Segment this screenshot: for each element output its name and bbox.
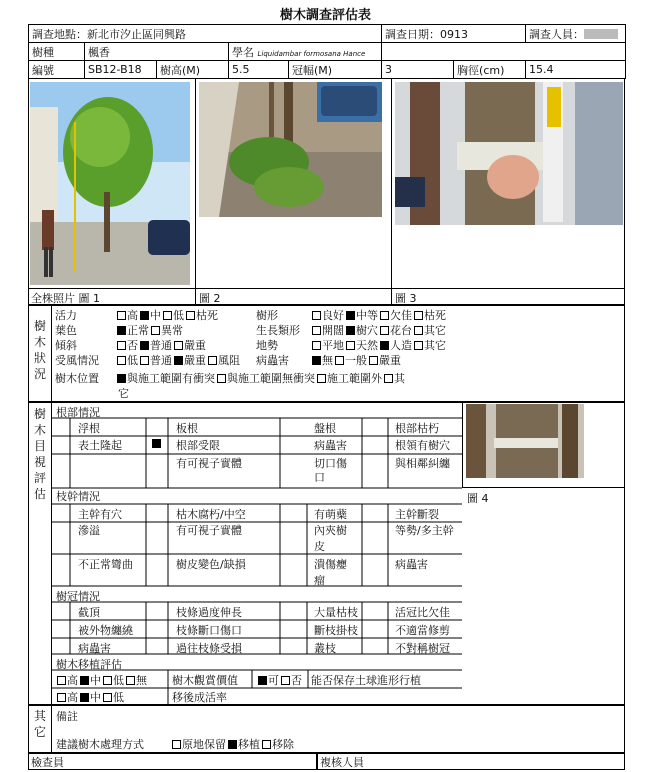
crown-cell: 截頂 bbox=[78, 606, 100, 619]
suggest-options[interactable] bbox=[170, 736, 294, 752]
root-cell: 根領有樹穴 bbox=[395, 439, 450, 452]
header-table bbox=[28, 24, 626, 79]
shape-option: 良好 bbox=[322, 309, 344, 322]
crown-cell: 枝條過度伸長 bbox=[176, 606, 242, 619]
env-option: 樹穴 bbox=[356, 324, 378, 337]
pest-checkbox[interactable] bbox=[312, 356, 321, 365]
wind-option: 普通 bbox=[150, 354, 172, 367]
vigor-label: 活力 bbox=[55, 309, 77, 322]
suggest-label: 建議樹木處理方式 bbox=[56, 738, 144, 751]
crown-cell: 叢枝 bbox=[314, 642, 336, 655]
shape-checkbox[interactable] bbox=[414, 311, 423, 320]
rate-checkbox[interactable] bbox=[103, 693, 112, 702]
pest-option: 嚴重 bbox=[379, 354, 401, 367]
vigor-option: 低 bbox=[173, 309, 184, 322]
soil-label: 能否保存土球進形行植 bbox=[311, 674, 421, 687]
photo-4-caption: 圖 4 bbox=[467, 492, 489, 505]
terrain-checkbox[interactable] bbox=[414, 341, 423, 350]
suggest-checkbox[interactable] bbox=[228, 740, 237, 749]
photo-1-caption: 全株照片 圖 1 bbox=[31, 292, 100, 305]
species: 楓香 bbox=[85, 43, 229, 61]
trunk-cell: 不正常彎曲 bbox=[78, 558, 133, 571]
view-checkbox[interactable] bbox=[281, 676, 290, 685]
height: 5.5 bbox=[229, 61, 289, 79]
photo-1 bbox=[30, 82, 190, 285]
species-label: 樹種 bbox=[29, 43, 85, 61]
wind-checkbox[interactable] bbox=[117, 356, 126, 365]
crown-cell: 不適當修剪 bbox=[395, 624, 450, 637]
other-heading: 其它 bbox=[33, 709, 46, 739]
move-checkbox[interactable] bbox=[57, 676, 66, 685]
trunk-cell: 枯木腐朽/中空 bbox=[176, 508, 246, 521]
vigor-option: 中 bbox=[150, 309, 161, 322]
dbh: 15.4 bbox=[526, 61, 626, 79]
terrain-options[interactable] bbox=[310, 337, 446, 353]
trunk-cell: 病蟲害 bbox=[395, 558, 428, 571]
trunk-cell: 有萌蘗 bbox=[314, 508, 347, 521]
id: SB12-B18 bbox=[85, 61, 157, 79]
trunk-title: 枝幹情況 bbox=[56, 490, 100, 503]
move-checkbox[interactable] bbox=[80, 676, 89, 685]
position-cont: 它 bbox=[118, 387, 129, 400]
terrain-option: 其它 bbox=[424, 339, 446, 352]
vigor-options[interactable] bbox=[115, 307, 218, 323]
inspector-label: 檢查員 bbox=[31, 756, 64, 769]
shape-option: 欠佳 bbox=[390, 309, 412, 322]
leaf-options[interactable] bbox=[115, 322, 183, 338]
shape-checkbox[interactable] bbox=[346, 311, 355, 320]
wind-option: 低 bbox=[127, 354, 138, 367]
terrain-label: 地勢 bbox=[256, 339, 278, 352]
id-label: 編號 bbox=[29, 61, 85, 79]
leaf-checkbox[interactable] bbox=[151, 326, 160, 335]
root-cell: 根部枯朽 bbox=[395, 422, 439, 435]
vigor-option: 高 bbox=[127, 309, 138, 322]
suggest-option: 移植 bbox=[238, 738, 260, 751]
wind-option: 風阻 bbox=[218, 354, 240, 367]
view-checkbox[interactable] bbox=[258, 676, 267, 685]
vigor-checkbox[interactable] bbox=[140, 311, 149, 320]
tilt-option: 否 bbox=[127, 339, 138, 352]
suggest-option: 原地保留 bbox=[182, 738, 226, 751]
env-option: 其它 bbox=[424, 324, 446, 337]
surface-root-checkbox[interactable] bbox=[152, 439, 161, 448]
suggest-checkbox[interactable] bbox=[262, 740, 271, 749]
wind-checkbox[interactable] bbox=[140, 356, 149, 365]
root-cell: 病蟲害 bbox=[314, 439, 347, 452]
move-option: 低 bbox=[113, 674, 124, 687]
suggest-option: 移除 bbox=[272, 738, 294, 751]
shape-checkbox[interactable] bbox=[312, 311, 321, 320]
crown-cell: 病蟲害 bbox=[78, 642, 111, 655]
crown-title: 樹冠情況 bbox=[56, 590, 100, 603]
env-checkbox[interactable] bbox=[380, 326, 389, 335]
root-cell: 表土隆起 bbox=[78, 439, 122, 452]
trunk-cell: 內夾樹 bbox=[314, 524, 347, 537]
pest-option: 一般 bbox=[345, 354, 367, 367]
crown-cell: 枝條斷口傷口 bbox=[176, 624, 242, 637]
photo-3-caption: 圖 3 bbox=[395, 292, 417, 305]
root-cell: 切口傷 bbox=[314, 457, 347, 470]
crown-cell: 過往枝條受損 bbox=[176, 642, 242, 655]
shape-option: 中等 bbox=[356, 309, 378, 322]
trunk-cell: 有可視子實體 bbox=[176, 524, 242, 537]
surveyor: 調查人員： bbox=[526, 25, 626, 43]
terrain-checkbox[interactable] bbox=[380, 341, 389, 350]
env-checkbox[interactable] bbox=[346, 326, 355, 335]
shape-option: 枯死 bbox=[424, 309, 446, 322]
root-cell: 口 bbox=[314, 471, 325, 484]
root-cell: 根部受限 bbox=[176, 439, 220, 452]
trunk-cell: 等勢/多主幹 bbox=[395, 524, 454, 537]
view-option: 可 bbox=[268, 674, 279, 687]
rate-option: 高 bbox=[67, 691, 78, 704]
rate-option: 低 bbox=[113, 691, 124, 704]
env-label: 生長類形 bbox=[256, 324, 300, 337]
leaf-checkbox[interactable] bbox=[117, 326, 126, 335]
crown-cell: 大量枯枝 bbox=[314, 606, 358, 619]
rate-checkbox[interactable] bbox=[57, 693, 66, 702]
tilt-label: 傾斜 bbox=[55, 339, 77, 352]
env-option: 開闊 bbox=[322, 324, 344, 337]
move-option: 中 bbox=[90, 674, 101, 687]
trunk-cell: 主幹斷裂 bbox=[395, 508, 439, 521]
root-cell: 有可視子實體 bbox=[176, 457, 242, 470]
pest-options[interactable] bbox=[310, 352, 401, 368]
dbh-label: 胸徑(cm) bbox=[454, 61, 526, 79]
position-label: 樹木位置 bbox=[55, 372, 99, 385]
condition-heading: 樹木狀況 bbox=[33, 319, 46, 381]
photo-3 bbox=[395, 82, 623, 225]
location: 調查地點：新北市汐止區同興路 bbox=[29, 25, 382, 43]
tilt-checkbox[interactable] bbox=[174, 341, 183, 350]
trunk-cell: 潰傷癭 bbox=[314, 558, 347, 571]
tilt-checkbox[interactable] bbox=[140, 341, 149, 350]
move-option: 無 bbox=[136, 674, 147, 687]
leaf-option: 異常 bbox=[161, 324, 183, 337]
tilt-option: 嚴重 bbox=[184, 339, 206, 352]
rate-option: 中 bbox=[90, 691, 101, 704]
reviewer-label: 複核人員 bbox=[320, 756, 364, 769]
trunk-cell: 瘤 bbox=[314, 574, 325, 587]
date: 調查日期：0913 bbox=[382, 25, 526, 43]
trunk-cell: 主幹有穴 bbox=[78, 508, 122, 521]
sci-name: 學名 Liquidambar formosana Hance bbox=[229, 43, 382, 61]
move-checkbox[interactable] bbox=[126, 676, 135, 685]
photo-2-caption: 圖 2 bbox=[199, 292, 221, 305]
view-options[interactable] bbox=[256, 672, 302, 688]
view-option: 否 bbox=[291, 674, 302, 687]
wind-checkbox[interactable] bbox=[208, 356, 217, 365]
root-cell: 盤根 bbox=[314, 422, 336, 435]
terrain-option: 平地 bbox=[322, 339, 344, 352]
shape-options[interactable] bbox=[310, 307, 446, 323]
move-option: 高 bbox=[67, 674, 78, 687]
crown-cell: 斷枝掛枝 bbox=[314, 624, 358, 637]
crown-cell: 不對稱樹冠 bbox=[395, 642, 450, 655]
position-options[interactable]: 與施工範圍有衝突 與施工範圍無衝突 施工範圍外 其 bbox=[115, 370, 405, 386]
vigor-option: 枯死 bbox=[196, 309, 218, 322]
trunk-cell: 樹皮變色/缺損 bbox=[176, 558, 246, 571]
pest-checkbox[interactable] bbox=[369, 356, 378, 365]
tilt-option: 普通 bbox=[150, 339, 172, 352]
move-checkbox[interactable] bbox=[103, 676, 112, 685]
photo-4 bbox=[466, 404, 584, 478]
env-options[interactable] bbox=[310, 322, 446, 338]
vigor-checkbox[interactable] bbox=[117, 311, 126, 320]
terrain-checkbox[interactable] bbox=[312, 341, 321, 350]
wind-checkbox[interactable] bbox=[174, 356, 183, 365]
height-label: 樹高(M) bbox=[157, 61, 229, 79]
rate-label: 移後成活率 bbox=[172, 691, 227, 704]
terrain-option: 天然 bbox=[356, 339, 378, 352]
env-option: 花台 bbox=[390, 324, 412, 337]
root-cell: 與相鄰糾纏 bbox=[395, 457, 450, 470]
note-label: 備註 bbox=[56, 710, 78, 723]
tilt-checkbox[interactable] bbox=[117, 341, 126, 350]
shape-checkbox[interactable] bbox=[380, 311, 389, 320]
move-options[interactable] bbox=[55, 672, 147, 688]
root-cell: 浮根 bbox=[78, 422, 100, 435]
root-title: 根部情況 bbox=[56, 406, 100, 419]
env-checkbox[interactable] bbox=[312, 326, 321, 335]
rate-checkbox[interactable] bbox=[80, 693, 89, 702]
leaf-label: 葉色 bbox=[55, 324, 77, 337]
rate-options[interactable] bbox=[55, 689, 124, 705]
wind-option: 嚴重 bbox=[184, 354, 206, 367]
crown-cell: 活冠比欠佳 bbox=[395, 606, 450, 619]
leaf-option: 正常 bbox=[127, 324, 149, 337]
tilt-options[interactable] bbox=[115, 337, 206, 353]
crown-label: 冠幅(M) bbox=[289, 61, 382, 79]
vigor-checkbox[interactable] bbox=[163, 311, 172, 320]
crown-cell: 被外物纏繞 bbox=[78, 624, 133, 637]
suggest-checkbox[interactable] bbox=[172, 740, 181, 749]
pest-option: 無 bbox=[322, 354, 333, 367]
form-title: 樹木調查評估表 bbox=[279, 8, 371, 23]
pest-label: 病蟲害 bbox=[256, 354, 289, 367]
trunk-cell: 皮 bbox=[314, 540, 325, 553]
vigor-checkbox[interactable] bbox=[186, 311, 195, 320]
terrain-option: 人造 bbox=[390, 339, 412, 352]
shape-label: 樹形 bbox=[256, 309, 278, 322]
env-checkbox[interactable] bbox=[414, 326, 423, 335]
move-title: 樹木移植評估 bbox=[56, 658, 122, 671]
wind-options[interactable] bbox=[115, 352, 240, 368]
visual-heading: 樹木目視評估 bbox=[33, 407, 46, 501]
root-cell: 板根 bbox=[176, 422, 198, 435]
view-label: 樹木觀賞價值 bbox=[172, 674, 238, 687]
pest-checkbox[interactable] bbox=[335, 356, 344, 365]
terrain-checkbox[interactable] bbox=[346, 341, 355, 350]
photo-2 bbox=[199, 82, 382, 217]
trunk-cell: 滲溢 bbox=[78, 524, 100, 537]
wind-label: 受風情況 bbox=[55, 354, 99, 367]
crown: 3 bbox=[382, 61, 454, 79]
